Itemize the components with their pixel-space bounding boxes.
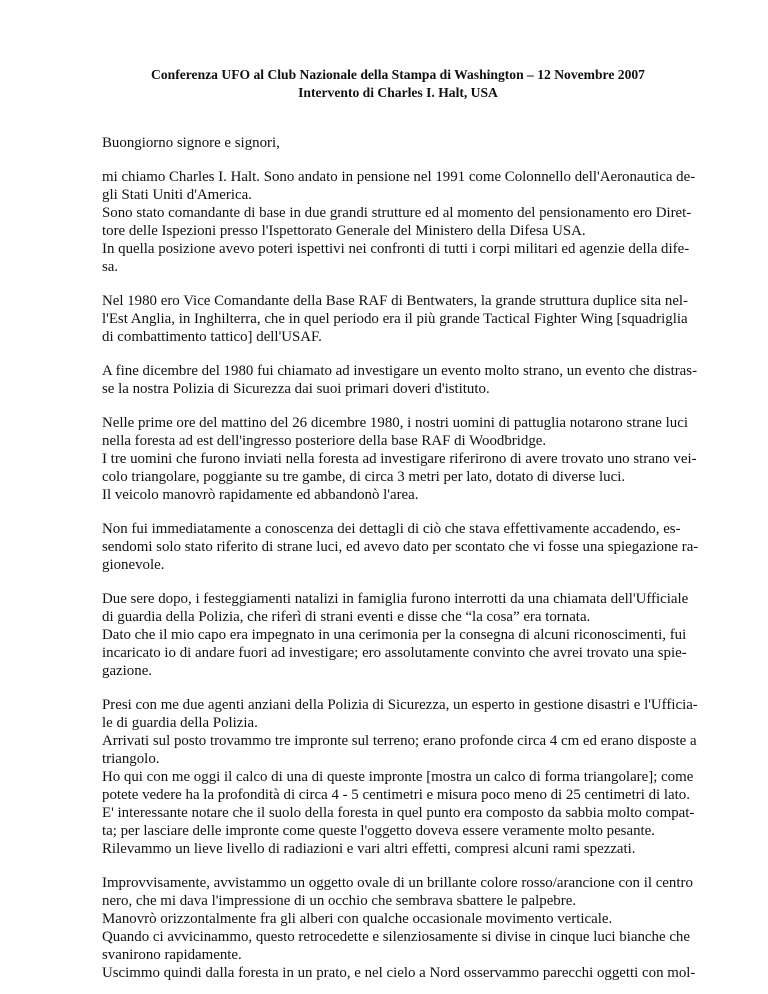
text-line: Sono stato comandante di base in due grandi strutture ed al momento del pensionamento ero Diret- <box>102 205 692 221</box>
text-line: di guardia della Polizia, che riferì di strani eventi e disse che “la cosa” era tornata. <box>102 609 591 625</box>
text-line: colo triangolare, poggiante su tre gambe, di circa 3 metri per lato, dotato di diverse luci. <box>102 469 626 485</box>
text-line: Nel 1980 ero Vice Comandante della Base RAF di Bentwaters, la grande struttura duplice sita nel- <box>102 293 689 309</box>
text-line: nella foresta ad est dell'ingresso posteriore della base RAF di Woodbridge. <box>102 433 547 449</box>
text-line: le di guardia della Polizia. <box>102 715 258 731</box>
text-line: Arrivati sul posto trovammo tre impronte sul terreno; erano profonde circa 4 cm ed erano disposte a <box>102 733 697 749</box>
text-line: svanirono rapidamente. <box>102 947 242 963</box>
text-line: gionevole. <box>102 557 165 573</box>
text-line: Presi con me due agenti anziani della Polizia di Sicurezza, un esperto in gestione disastri e l'Ufficia- <box>102 697 698 713</box>
text-line: In quella posizione avevo poteri ispettivi nei confronti di tutti i corpi militari ed agenzie della dife- <box>102 241 690 257</box>
paragraph <box>102 292 694 346</box>
text-line: Due sere dopo, i festeggiamenti natalizi in famiglia furono interrotti da una chiamata dell'Ufficiale <box>102 591 689 607</box>
text-line: potete vedere ha la profondità di circa 4 - 5 centimetri e misura poco meno di 25 centimetri di lato. <box>102 787 690 803</box>
document-body <box>102 134 699 982</box>
paragraph <box>102 874 694 982</box>
text-line: Nelle prime ore del mattino del 26 dicembre 1980, i nostri uomini di pattuglia notarono strane luci <box>102 415 688 431</box>
text-line: Manovrò orizzontalmente fra gli alberi con qualche occasionale movimento verticale. <box>102 911 613 927</box>
text-line: sa. <box>102 259 119 275</box>
text-line: l'Est Anglia, in Inghilterra, che in quel periodo era il più grande Tactical Fighter Wing [squadriglia <box>102 311 688 327</box>
text-line: Quando ci avvicinammo, questo retrocedette e silenziosamente si divise in cinque luci bianche che <box>102 929 690 945</box>
text-line: Ho qui con me oggi il calco di una di queste impronte [mostra un calco di forma triangolare]; come <box>102 769 694 785</box>
title-line-1: Conferenza UFO al Club Nazionale della Stampa di Washington – 12 Novembre 2007 <box>151 67 645 82</box>
text-line: A fine dicembre del 1980 fui chiamato ad investigare un evento molto strano, un evento che distras- <box>102 363 698 379</box>
title-line-2: Intervento di Charles I. Halt, USA <box>298 85 498 100</box>
paragraph <box>102 168 694 276</box>
text-line: Improvvisamente, avvistammo un oggetto ovale di un brillante colore rosso/arancione con il centro <box>102 875 693 891</box>
text-line: Non fui immediatamente a conoscenza dei dettagli di ciò che stava effettivamente accadendo, es- <box>102 521 681 537</box>
text-line: incaricato io di andare fuori ad investigare; ero assolutamente convinto che avrei trovato una spie- <box>102 645 687 661</box>
text-line: di combattimento tattico] dell'USAF. <box>102 329 322 345</box>
text-line: triangolo. <box>102 751 160 767</box>
paragraph <box>102 362 698 398</box>
text-line: gli Stati Uniti d'America. <box>102 187 252 203</box>
text-line: nero, che mi dava l'impressione di un occhio che sembrava sbattere le palpebre. <box>102 893 577 909</box>
text-line: Dato che il mio capo era impegnato in una cerimonia per la consegna di alcuni riconoscimenti, fui <box>102 627 687 643</box>
text-line: sendomi solo stato riferito di strane luci, ed avevo dato per scontato che vi fosse una spiegazione ra- <box>102 539 699 555</box>
paragraph <box>102 520 699 574</box>
text-line: gazione. <box>102 663 153 679</box>
text-line: E' interessante notare che il suolo della foresta in quel punto era composto da sabbia molto compat- <box>102 805 695 821</box>
document-title <box>102 66 694 102</box>
text-line: Buongiorno signore e signori, <box>102 135 280 151</box>
text-line: se la nostra Polizia di Sicurezza dai suoi primari doveri d'istituto. <box>102 381 490 397</box>
text-line: tore delle Ispezioni presso l'Ispettorato Generale del Ministero della Difesa USA. <box>102 223 586 239</box>
text-line: Uscimmo quindi dalla foresta in un prato, e nel cielo a Nord osservammo parecchi oggetti con mol- <box>102 965 696 981</box>
text-line: Rilevammo un lieve livello di radiazioni e vari altri effetti, compresi alcuni rami spezzati. <box>102 841 636 857</box>
text-line: mi chiamo Charles I. Halt. Sono andato in pensione nel 1991 come Colonnello dell'Aeronautica de- <box>102 169 696 185</box>
paragraph <box>102 590 694 680</box>
text-line: I tre uomini che furono inviati nella foresta ad investigare riferirono di avere trovato uno strano vei- <box>102 451 697 467</box>
paragraph <box>102 414 697 504</box>
paragraph <box>102 134 694 152</box>
text-line: ta; per lasciare delle impronte come queste l'oggetto doveva essere veramente molto pesante. <box>102 823 656 839</box>
paragraph <box>102 696 698 858</box>
text-line: Il veicolo manovrò rapidamente ed abbandonò l'area. <box>102 487 419 503</box>
